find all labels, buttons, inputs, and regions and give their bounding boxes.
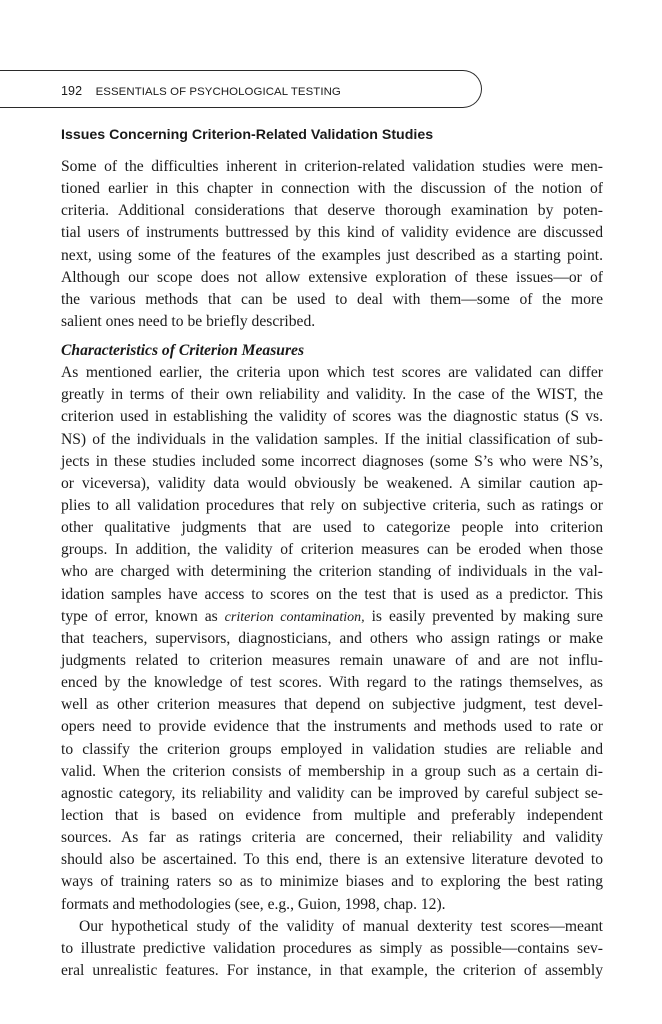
text-line: opers need to provide evidence that the instruments and methods used to rate or	[61, 718, 603, 736]
text-line: other qualitative judgments that are used to categorize people into criterion	[61, 519, 603, 537]
text-line: plies to all validation procedures that rely on subjective criteria, such as ratings or	[61, 496, 603, 514]
text-line: groups. In addition, the validity of criterion measures can be eroded when those	[61, 541, 603, 559]
text-line: the various methods that can be used to deal with them—some of the more	[61, 290, 603, 308]
text-line: tioned earlier in this chapter in connection with the discussion of the notion of	[61, 180, 603, 198]
text-line: that teachers, supervisors, diagnosticians, and others who assign ratings or make	[61, 629, 603, 647]
text-line: judgments related to criterion measures remain unaware of and are not influ-	[61, 651, 603, 669]
text-line: salient ones need to be briefly described.	[61, 312, 316, 330]
page-number: 192	[61, 84, 83, 98]
text-line: next, using some of the features of the examples just described as a starting point.	[61, 246, 603, 264]
text-line: jects in these studies included some incorrect diagnoses (some S’s who were NS’s,	[61, 452, 603, 470]
section-heading: Issues Concerning Criterion-Related Validation Studies	[61, 127, 434, 143]
text-line: well as other criterion measures that depend on subjective judgment, test devel-	[61, 696, 603, 714]
text-line: valid. When the criterion consists of membership in a group such as a certain di-	[61, 762, 603, 780]
text-line: to classify the criterion groups employed in validation studies are reliable and	[61, 740, 603, 758]
text-line: ways of training raters so as to minimize biases and to exploring the best rating	[61, 873, 603, 891]
text-line: to illustrate predictive validation procedures as simply as possible—contains sev-	[61, 939, 603, 957]
text-line: greatly in terms of their own reliability and validity. In the case of the WIST, the	[61, 386, 603, 404]
text-line: NS) of the individuals in the validation samples. If the initial classification of sub-	[61, 430, 603, 448]
text-line: idation samples have access to scores on the test that is used as a predictor. This	[61, 585, 603, 603]
text-line: Some of the difficulties inherent in criterion-related validation studies were men-	[61, 158, 603, 175]
text-line: lection that is based on evidence from multiple and preferably independent	[61, 806, 603, 824]
text-line-term: type of error, known as criterion contamination, is easily prevented by making sure	[61, 607, 603, 625]
text-line: who are charged with determining the criterion standing of individuals in the val-	[61, 563, 603, 581]
text-line: agnostic category, its reliability and validity can be improved by careful subject se-	[61, 784, 603, 802]
text-line: Although our scope does not allow extensive exploration of these issues—or of	[61, 268, 603, 286]
text-line: tial users of instruments buttressed by this kind of validity evidence are discussed	[61, 224, 603, 242]
paragraph-2	[61, 362, 603, 916]
text-line: should also be ascertained. To this end, there is an extensive literature devoted to	[61, 851, 603, 869]
text-line: criteria. Additional considerations that deserve thorough examination by poten-	[61, 202, 603, 220]
key-term: criterion contamination,	[224, 609, 365, 625]
text-line: eral unrealistic features. For instance, in that example, the criterion of assembly	[61, 961, 603, 979]
subheading: Characteristics of Criterion Measures	[61, 342, 305, 360]
text-line: or viceversa), validity data would obviously be weakened. A similar caution ap-	[61, 474, 603, 492]
text-line: Our hypothetical study of the validity of manual dexterity test scores—meant	[79, 917, 603, 935]
page-body	[61, 126, 603, 982]
text-line: enced by the knowledge of test scores. With regard to the ratings themselves, as	[61, 674, 603, 692]
text-line: sources. As far as ratings criteria are concerned, their reliability and validity	[61, 829, 603, 847]
paragraph-1	[61, 156, 603, 333]
text-line: As mentioned earlier, the criteria upon which test scores are validated can differ	[61, 364, 603, 382]
running-title: ESSENTIALS OF PSYCHOLOGICAL TESTING	[95, 86, 341, 98]
running-head	[61, 84, 341, 98]
text-line: formats and methodologies (see, e.g., Guion, 1998, chap. 12).	[61, 895, 446, 913]
text-line: criterion used in establishing the validity of scores was the diagnostic status (S vs.	[61, 408, 603, 426]
paragraph-3	[61, 916, 603, 982]
